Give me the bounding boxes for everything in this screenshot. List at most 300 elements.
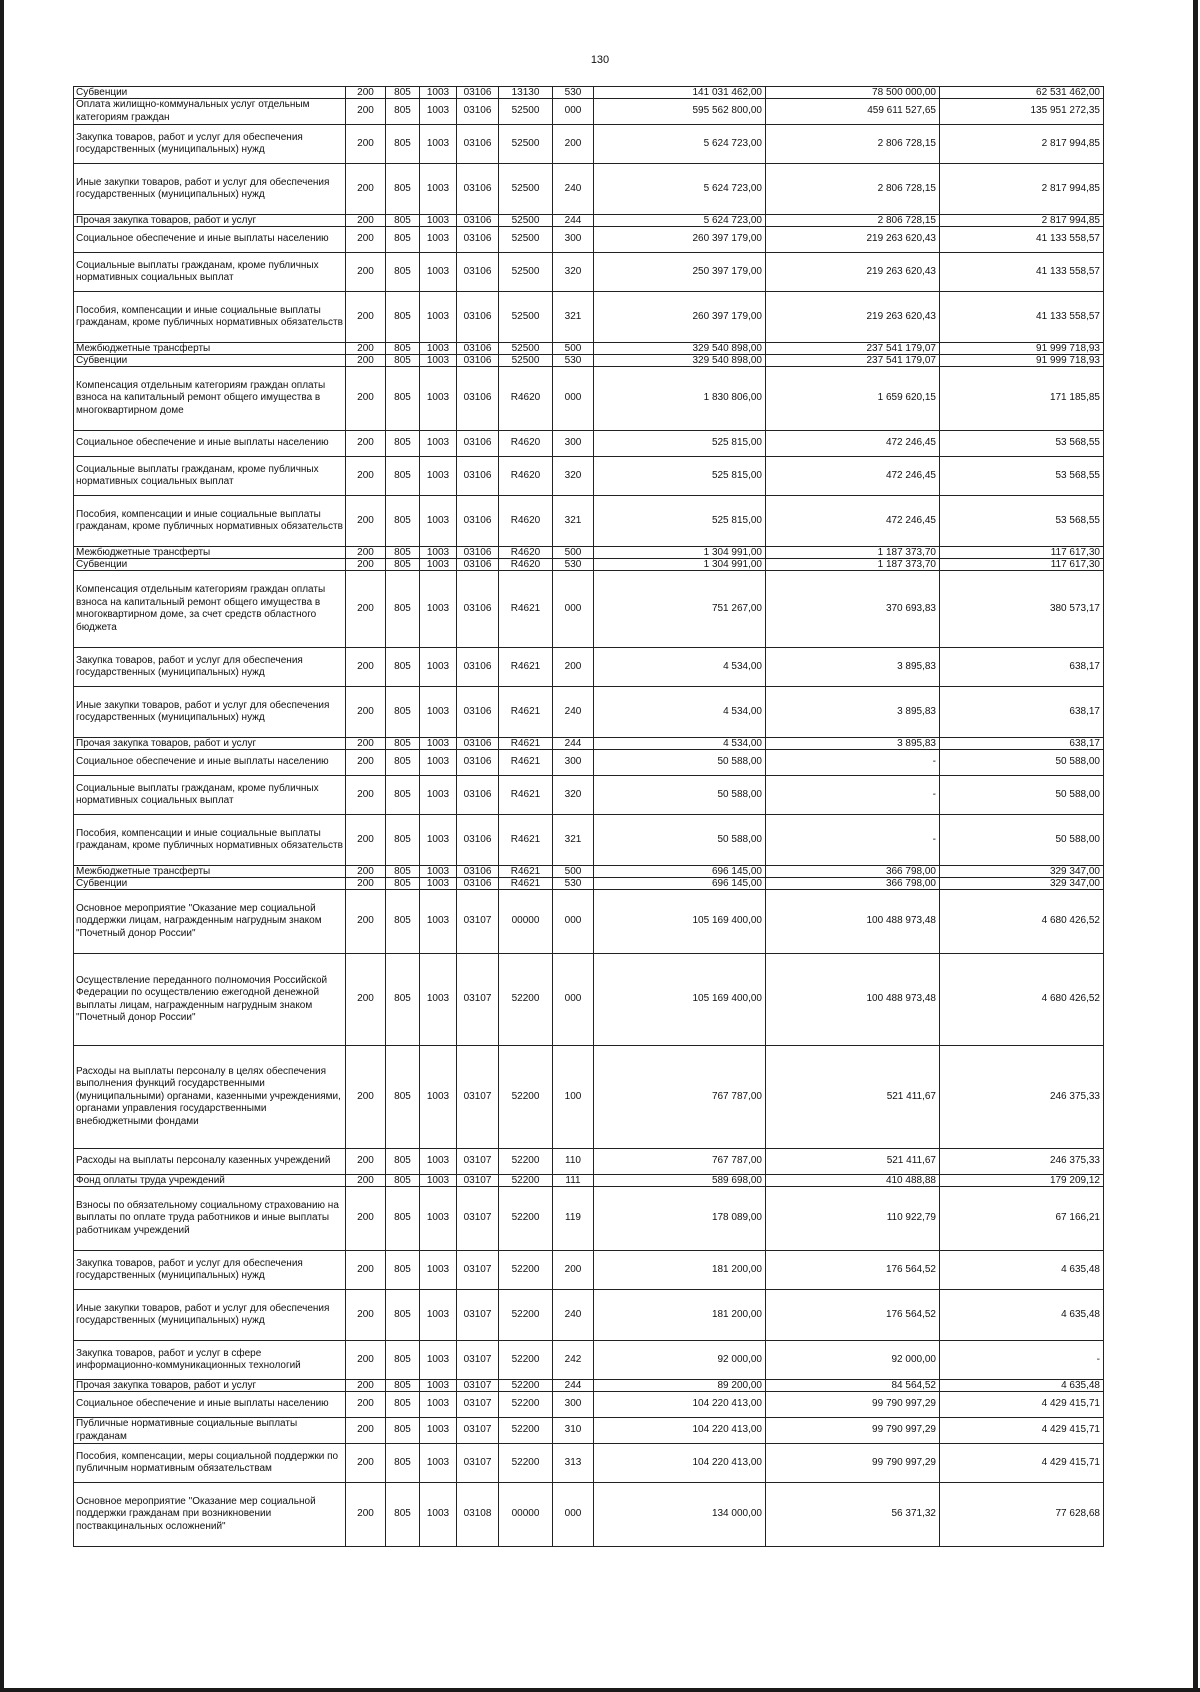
code-1-cell: 200 bbox=[346, 431, 386, 457]
amount-remaining-cell: 4 635,48 bbox=[940, 1290, 1104, 1341]
table-row bbox=[74, 1149, 1104, 1175]
amount-planned-cell: 329 540 898,00 bbox=[594, 355, 766, 367]
code-6-cell: 313 bbox=[553, 1444, 594, 1483]
code-4-cell: 03106 bbox=[457, 457, 499, 496]
amount-executed-cell: 459 611 527,65 bbox=[766, 99, 940, 125]
amount-remaining-cell: 4 680 426,52 bbox=[940, 954, 1104, 1046]
code-1-cell: 200 bbox=[346, 253, 386, 292]
code-1-cell: 200 bbox=[346, 496, 386, 547]
amount-executed-cell: 3 895,83 bbox=[766, 687, 940, 738]
code-1-cell: 200 bbox=[346, 890, 386, 954]
code-3-cell: 1003 bbox=[420, 738, 457, 750]
code-4-cell: 03107 bbox=[457, 1444, 499, 1483]
code-1-cell: 200 bbox=[346, 738, 386, 750]
code-3-cell: 1003 bbox=[420, 571, 457, 648]
row-name-cell: Осуществление переданного полномочия Российской Федерации по осуществлению ежегодной денежной выплаты лицам, награжденным нагрудным знаком "Почетный донор России" bbox=[74, 954, 346, 1046]
code-1-cell: 200 bbox=[346, 1418, 386, 1444]
table-row bbox=[74, 648, 1104, 687]
amount-executed-cell: 3 895,83 bbox=[766, 738, 940, 750]
code-1-cell: 200 bbox=[346, 776, 386, 815]
table-row bbox=[74, 367, 1104, 431]
code-6-cell: 300 bbox=[553, 1392, 594, 1418]
amount-executed-cell: 3 895,83 bbox=[766, 648, 940, 687]
table-row bbox=[74, 1418, 1104, 1444]
code-3-cell: 1003 bbox=[420, 648, 457, 687]
row-name-cell: Иные закупки товаров, работ и услуг для обеспечения государственных (муниципальных) нужд bbox=[74, 1290, 346, 1341]
amount-executed-cell: 100 488 973,48 bbox=[766, 954, 940, 1046]
row-name-cell: Пособия, компенсации и иные социальные выплаты гражданам, кроме публичных нормативных обязательств bbox=[74, 815, 346, 866]
amount-remaining-cell: 638,17 bbox=[940, 687, 1104, 738]
code-5-cell: R4621 bbox=[499, 878, 553, 890]
code-1-cell: 200 bbox=[346, 355, 386, 367]
code-3-cell: 1003 bbox=[420, 125, 457, 164]
code-4-cell: 03106 bbox=[457, 99, 499, 125]
table-row bbox=[74, 215, 1104, 227]
amount-planned-cell: 5 624 723,00 bbox=[594, 125, 766, 164]
code-6-cell: 321 bbox=[553, 292, 594, 343]
code-3-cell: 1003 bbox=[420, 815, 457, 866]
code-4-cell: 03106 bbox=[457, 87, 499, 99]
code-2-cell: 805 bbox=[386, 866, 420, 878]
amount-executed-cell: 237 541 179,07 bbox=[766, 343, 940, 355]
amount-remaining-cell: 179 209,12 bbox=[940, 1175, 1104, 1187]
code-5-cell: R4620 bbox=[499, 547, 553, 559]
code-3-cell: 1003 bbox=[420, 878, 457, 890]
table-row bbox=[74, 227, 1104, 253]
code-5-cell: 52200 bbox=[499, 1175, 553, 1187]
code-4-cell: 03106 bbox=[457, 215, 499, 227]
amount-planned-cell: 4 534,00 bbox=[594, 687, 766, 738]
row-name-cell: Пособия, компенсации, меры социальной поддержки по публичным нормативным обязательствам bbox=[74, 1444, 346, 1483]
amount-executed-cell: 99 790 997,29 bbox=[766, 1392, 940, 1418]
amount-executed-cell: 84 564,52 bbox=[766, 1380, 940, 1392]
amount-executed-cell: 100 488 973,48 bbox=[766, 890, 940, 954]
code-1-cell: 200 bbox=[346, 1380, 386, 1392]
row-name-cell: Прочая закупка товаров, работ и услуг bbox=[74, 1380, 346, 1392]
code-6-cell: 000 bbox=[553, 571, 594, 648]
table-row bbox=[74, 87, 1104, 99]
table-row bbox=[74, 1046, 1104, 1149]
code-5-cell: R4621 bbox=[499, 648, 553, 687]
amount-executed-cell: 521 411,67 bbox=[766, 1046, 940, 1149]
code-1-cell: 200 bbox=[346, 227, 386, 253]
amount-remaining-cell: 2 817 994,85 bbox=[940, 215, 1104, 227]
amount-executed-cell: 472 246,45 bbox=[766, 457, 940, 496]
code-6-cell: 240 bbox=[553, 687, 594, 738]
code-4-cell: 03106 bbox=[457, 559, 499, 571]
code-3-cell: 1003 bbox=[420, 1251, 457, 1290]
code-5-cell: 52200 bbox=[499, 1290, 553, 1341]
code-6-cell: 119 bbox=[553, 1187, 594, 1251]
code-3-cell: 1003 bbox=[420, 343, 457, 355]
code-1-cell: 200 bbox=[346, 648, 386, 687]
row-name-cell: Взносы по обязательному социальному страхованию на выплаты по оплате труда работников и иные выплаты работникам учреждений bbox=[74, 1187, 346, 1251]
amount-executed-cell: 56 371,32 bbox=[766, 1483, 940, 1547]
amount-planned-cell: 104 220 413,00 bbox=[594, 1392, 766, 1418]
code-3-cell: 1003 bbox=[420, 866, 457, 878]
amount-planned-cell: 141 031 462,00 bbox=[594, 87, 766, 99]
code-3-cell: 1003 bbox=[420, 1187, 457, 1251]
page-number: 130 bbox=[590, 54, 610, 66]
code-6-cell: 110 bbox=[553, 1149, 594, 1175]
code-2-cell: 805 bbox=[386, 815, 420, 866]
budget-table-body bbox=[74, 87, 1104, 1547]
amount-planned-cell: 260 397 179,00 bbox=[594, 292, 766, 343]
row-name-cell: Пособия, компенсации и иные социальные выплаты гражданам, кроме публичных нормативных обязательств bbox=[74, 292, 346, 343]
code-5-cell: R4621 bbox=[499, 750, 553, 776]
code-4-cell: 03106 bbox=[457, 343, 499, 355]
code-1-cell: 200 bbox=[346, 367, 386, 431]
code-3-cell: 1003 bbox=[420, 1149, 457, 1175]
row-name-cell: Основное мероприятие "Оказание мер социальной поддержки лицам, награжденным нагрудным знаком "Почетный донор России" bbox=[74, 890, 346, 954]
amount-executed-cell: 1 187 373,70 bbox=[766, 559, 940, 571]
code-1-cell: 200 bbox=[346, 1175, 386, 1187]
code-3-cell: 1003 bbox=[420, 1418, 457, 1444]
table-row bbox=[74, 738, 1104, 750]
code-2-cell: 805 bbox=[386, 1046, 420, 1149]
code-4-cell: 03107 bbox=[457, 890, 499, 954]
code-2-cell: 805 bbox=[386, 776, 420, 815]
amount-remaining-cell: 77 628,68 bbox=[940, 1483, 1104, 1547]
row-name-cell: Расходы на выплаты персоналу в целях обеспечения выполнения функций государственными (муниципальными) органами, казенными учреждениями, органами управления государственными внебюджетными фондами bbox=[74, 1046, 346, 1149]
code-5-cell: R4620 bbox=[499, 431, 553, 457]
table-row bbox=[74, 1251, 1104, 1290]
code-4-cell: 03106 bbox=[457, 253, 499, 292]
row-name-cell: Фонд оплаты труда учреждений bbox=[74, 1175, 346, 1187]
amount-remaining-cell: 41 133 558,57 bbox=[940, 292, 1104, 343]
amount-executed-cell: 78 500 000,00 bbox=[766, 87, 940, 99]
row-name-cell: Социальные выплаты гражданам, кроме публичных нормативных социальных выплат bbox=[74, 253, 346, 292]
code-6-cell: 000 bbox=[553, 954, 594, 1046]
code-6-cell: 300 bbox=[553, 431, 594, 457]
amount-remaining-cell: 41 133 558,57 bbox=[940, 227, 1104, 253]
amount-planned-cell: 1 304 991,00 bbox=[594, 547, 766, 559]
code-4-cell: 03106 bbox=[457, 648, 499, 687]
row-name-cell: Социальное обеспечение и иные выплаты населению bbox=[74, 227, 346, 253]
row-name-cell: Закупка товаров, работ и услуг для обеспечения государственных (муниципальных) нужд bbox=[74, 648, 346, 687]
code-2-cell: 805 bbox=[386, 559, 420, 571]
code-2-cell: 805 bbox=[386, 1392, 420, 1418]
row-name-cell: Межбюджетные трансферты bbox=[74, 866, 346, 878]
amount-remaining-cell: 4 429 415,71 bbox=[940, 1392, 1104, 1418]
code-5-cell: 52500 bbox=[499, 215, 553, 227]
code-5-cell: 52500 bbox=[499, 253, 553, 292]
row-name-cell: Основное мероприятие "Оказание мер социальной поддержки гражданам при возникновении поствакцинальных осложнений" bbox=[74, 1483, 346, 1547]
amount-remaining-cell: 246 375,33 bbox=[940, 1149, 1104, 1175]
amount-remaining-cell: 329 347,00 bbox=[940, 866, 1104, 878]
amount-executed-cell: 219 263 620,43 bbox=[766, 253, 940, 292]
table-row bbox=[74, 1392, 1104, 1418]
code-3-cell: 1003 bbox=[420, 496, 457, 547]
code-1-cell: 200 bbox=[346, 457, 386, 496]
table-row bbox=[74, 355, 1104, 367]
code-4-cell: 03107 bbox=[457, 1187, 499, 1251]
amount-executed-cell: 2 806 728,15 bbox=[766, 215, 940, 227]
code-2-cell: 805 bbox=[386, 496, 420, 547]
amount-planned-cell: 595 562 800,00 bbox=[594, 99, 766, 125]
row-name-cell: Публичные нормативные социальные выплаты гражданам bbox=[74, 1418, 346, 1444]
code-3-cell: 1003 bbox=[420, 431, 457, 457]
table-row bbox=[74, 954, 1104, 1046]
code-3-cell: 1003 bbox=[420, 954, 457, 1046]
code-2-cell: 805 bbox=[386, 343, 420, 355]
code-1-cell: 200 bbox=[346, 87, 386, 99]
code-2-cell: 805 bbox=[386, 1380, 420, 1392]
amount-remaining-cell: 380 573,17 bbox=[940, 571, 1104, 648]
code-3-cell: 1003 bbox=[420, 99, 457, 125]
code-3-cell: 1003 bbox=[420, 164, 457, 215]
row-name-cell: Закупка товаров, работ и услуг в сфере информационно-коммуникационных технологий bbox=[74, 1341, 346, 1380]
code-2-cell: 805 bbox=[386, 164, 420, 215]
amount-executed-cell: 366 798,00 bbox=[766, 878, 940, 890]
code-3-cell: 1003 bbox=[420, 367, 457, 431]
amount-executed-cell: 2 806 728,15 bbox=[766, 125, 940, 164]
table-row bbox=[74, 878, 1104, 890]
code-1-cell: 200 bbox=[346, 215, 386, 227]
amount-remaining-cell: 2 817 994,85 bbox=[940, 125, 1104, 164]
code-5-cell: 52200 bbox=[499, 1149, 553, 1175]
code-3-cell: 1003 bbox=[420, 559, 457, 571]
code-6-cell: 530 bbox=[553, 87, 594, 99]
code-5-cell: 13130 bbox=[499, 87, 553, 99]
table-row bbox=[74, 431, 1104, 457]
code-6-cell: 500 bbox=[553, 343, 594, 355]
code-6-cell: 530 bbox=[553, 355, 594, 367]
code-6-cell: 244 bbox=[553, 1380, 594, 1392]
table-row bbox=[74, 571, 1104, 648]
amount-planned-cell: 250 397 179,00 bbox=[594, 253, 766, 292]
code-6-cell: 100 bbox=[553, 1046, 594, 1149]
code-2-cell: 805 bbox=[386, 954, 420, 1046]
code-4-cell: 03106 bbox=[457, 776, 499, 815]
code-5-cell: 52500 bbox=[499, 164, 553, 215]
code-1-cell: 200 bbox=[346, 292, 386, 343]
table-row bbox=[74, 815, 1104, 866]
code-5-cell: 52500 bbox=[499, 355, 553, 367]
code-2-cell: 805 bbox=[386, 367, 420, 431]
amount-planned-cell: 4 534,00 bbox=[594, 648, 766, 687]
code-5-cell: 52500 bbox=[499, 125, 553, 164]
code-2-cell: 805 bbox=[386, 687, 420, 738]
amount-executed-cell: 99 790 997,29 bbox=[766, 1444, 940, 1483]
code-4-cell: 03106 bbox=[457, 738, 499, 750]
code-6-cell: 321 bbox=[553, 815, 594, 866]
code-1-cell: 200 bbox=[346, 1290, 386, 1341]
code-3-cell: 1003 bbox=[420, 227, 457, 253]
code-1-cell: 200 bbox=[346, 343, 386, 355]
amount-remaining-cell: 50 588,00 bbox=[940, 815, 1104, 866]
amount-planned-cell: 5 624 723,00 bbox=[594, 164, 766, 215]
row-name-cell: Субвенции bbox=[74, 559, 346, 571]
code-1-cell: 200 bbox=[346, 866, 386, 878]
amount-planned-cell: 50 588,00 bbox=[594, 815, 766, 866]
row-name-cell: Социальное обеспечение и иные выплаты населению bbox=[74, 750, 346, 776]
table-row bbox=[74, 1341, 1104, 1380]
code-6-cell: 111 bbox=[553, 1175, 594, 1187]
amount-executed-cell: 472 246,45 bbox=[766, 431, 940, 457]
code-2-cell: 805 bbox=[386, 1418, 420, 1444]
code-1-cell: 200 bbox=[346, 99, 386, 125]
amount-planned-cell: 50 588,00 bbox=[594, 750, 766, 776]
code-4-cell: 03107 bbox=[457, 954, 499, 1046]
amount-remaining-cell: 329 347,00 bbox=[940, 878, 1104, 890]
code-1-cell: 200 bbox=[346, 1046, 386, 1149]
row-name-cell: Социальное обеспечение и иные выплаты населению bbox=[74, 1392, 346, 1418]
amount-remaining-cell: 4 635,48 bbox=[940, 1251, 1104, 1290]
amount-executed-cell: 219 263 620,43 bbox=[766, 227, 940, 253]
code-1-cell: 200 bbox=[346, 687, 386, 738]
code-2-cell: 805 bbox=[386, 1187, 420, 1251]
code-1-cell: 200 bbox=[346, 1251, 386, 1290]
code-6-cell: 300 bbox=[553, 750, 594, 776]
amount-remaining-cell: 638,17 bbox=[940, 738, 1104, 750]
code-3-cell: 1003 bbox=[420, 292, 457, 343]
table-row bbox=[74, 559, 1104, 571]
amount-remaining-cell: 53 568,55 bbox=[940, 431, 1104, 457]
amount-executed-cell: 410 488,88 bbox=[766, 1175, 940, 1187]
amount-planned-cell: 525 815,00 bbox=[594, 457, 766, 496]
amount-planned-cell: 181 200,00 bbox=[594, 1251, 766, 1290]
code-3-cell: 1003 bbox=[420, 1380, 457, 1392]
code-4-cell: 03106 bbox=[457, 164, 499, 215]
code-2-cell: 805 bbox=[386, 1290, 420, 1341]
amount-planned-cell: 5 624 723,00 bbox=[594, 215, 766, 227]
code-3-cell: 1003 bbox=[420, 1046, 457, 1149]
code-2-cell: 805 bbox=[386, 99, 420, 125]
code-1-cell: 200 bbox=[346, 571, 386, 648]
code-6-cell: 000 bbox=[553, 1483, 594, 1547]
code-2-cell: 805 bbox=[386, 253, 420, 292]
table-row bbox=[74, 164, 1104, 215]
code-5-cell: 52500 bbox=[499, 227, 553, 253]
code-6-cell: 200 bbox=[553, 1251, 594, 1290]
amount-executed-cell: 472 246,45 bbox=[766, 496, 940, 547]
code-3-cell: 1003 bbox=[420, 890, 457, 954]
row-name-cell: Закупка товаров, работ и услуг для обеспечения государственных (муниципальных) нужд bbox=[74, 125, 346, 164]
table-row bbox=[74, 750, 1104, 776]
code-2-cell: 805 bbox=[386, 355, 420, 367]
code-5-cell: 52200 bbox=[499, 954, 553, 1046]
amount-remaining-cell: 53 568,55 bbox=[940, 496, 1104, 547]
row-name-cell: Прочая закупка товаров, работ и услуг bbox=[74, 215, 346, 227]
code-2-cell: 805 bbox=[386, 1149, 420, 1175]
code-3-cell: 1003 bbox=[420, 547, 457, 559]
budget-table bbox=[73, 86, 1104, 1547]
table-row bbox=[74, 292, 1104, 343]
amount-planned-cell: 4 534,00 bbox=[594, 738, 766, 750]
code-4-cell: 03107 bbox=[457, 1380, 499, 1392]
table-row bbox=[74, 496, 1104, 547]
amount-executed-cell: 176 564,52 bbox=[766, 1251, 940, 1290]
budget-sheet bbox=[73, 86, 1103, 1547]
code-2-cell: 805 bbox=[386, 292, 420, 343]
table-row bbox=[74, 125, 1104, 164]
table-row bbox=[74, 866, 1104, 878]
amount-remaining-cell: 4 429 415,71 bbox=[940, 1444, 1104, 1483]
code-6-cell: 310 bbox=[553, 1418, 594, 1444]
amount-remaining-cell: 135 951 272,35 bbox=[940, 99, 1104, 125]
amount-remaining-cell: 41 133 558,57 bbox=[940, 253, 1104, 292]
code-2-cell: 805 bbox=[386, 738, 420, 750]
table-row bbox=[74, 547, 1104, 559]
code-3-cell: 1003 bbox=[420, 687, 457, 738]
amount-remaining-cell: 67 166,21 bbox=[940, 1187, 1104, 1251]
row-name-cell: Социальные выплаты гражданам, кроме публичных нормативных социальных выплат bbox=[74, 776, 346, 815]
code-5-cell: R4621 bbox=[499, 776, 553, 815]
code-3-cell: 1003 bbox=[420, 776, 457, 815]
amount-planned-cell: 104 220 413,00 bbox=[594, 1444, 766, 1483]
code-6-cell: 320 bbox=[553, 776, 594, 815]
code-4-cell: 03106 bbox=[457, 125, 499, 164]
code-2-cell: 805 bbox=[386, 648, 420, 687]
amount-planned-cell: 525 815,00 bbox=[594, 431, 766, 457]
amount-executed-cell: 2 806 728,15 bbox=[766, 164, 940, 215]
code-1-cell: 200 bbox=[346, 1392, 386, 1418]
code-1-cell: 200 bbox=[346, 878, 386, 890]
code-2-cell: 805 bbox=[386, 890, 420, 954]
amount-planned-cell: 767 787,00 bbox=[594, 1046, 766, 1149]
code-6-cell: 242 bbox=[553, 1341, 594, 1380]
code-4-cell: 03106 bbox=[457, 292, 499, 343]
code-2-cell: 805 bbox=[386, 1341, 420, 1380]
amount-planned-cell: 181 200,00 bbox=[594, 1290, 766, 1341]
table-row bbox=[74, 253, 1104, 292]
row-name-cell: Межбюджетные трансферты bbox=[74, 343, 346, 355]
code-3-cell: 1003 bbox=[420, 750, 457, 776]
amount-executed-cell: 110 922,79 bbox=[766, 1187, 940, 1251]
code-6-cell: 500 bbox=[553, 547, 594, 559]
code-2-cell: 805 bbox=[386, 1444, 420, 1483]
row-name-cell: Закупка товаров, работ и услуг для обеспечения государственных (муниципальных) нужд bbox=[74, 1251, 346, 1290]
code-6-cell: 321 bbox=[553, 496, 594, 547]
row-name-cell: Расходы на выплаты персоналу казенных учреждений bbox=[74, 1149, 346, 1175]
amount-executed-cell: 370 693,83 bbox=[766, 571, 940, 648]
code-4-cell: 03107 bbox=[457, 1046, 499, 1149]
code-5-cell: R4620 bbox=[499, 496, 553, 547]
scan-border-right bbox=[1193, 0, 1198, 1692]
amount-remaining-cell: 117 617,30 bbox=[940, 559, 1104, 571]
code-1-cell: 200 bbox=[346, 1341, 386, 1380]
code-2-cell: 805 bbox=[386, 87, 420, 99]
code-5-cell: 52200 bbox=[499, 1341, 553, 1380]
row-name-cell: Иные закупки товаров, работ и услуг для обеспечения государственных (муниципальных) нужд bbox=[74, 687, 346, 738]
amount-planned-cell: 92 000,00 bbox=[594, 1341, 766, 1380]
code-6-cell: 000 bbox=[553, 367, 594, 431]
code-4-cell: 03108 bbox=[457, 1483, 499, 1547]
amount-remaining-cell: 246 375,33 bbox=[940, 1046, 1104, 1149]
code-2-cell: 805 bbox=[386, 1175, 420, 1187]
code-2-cell: 805 bbox=[386, 227, 420, 253]
amount-remaining-cell: 2 817 994,85 bbox=[940, 164, 1104, 215]
code-1-cell: 200 bbox=[346, 1483, 386, 1547]
amount-remaining-cell: 50 588,00 bbox=[940, 776, 1104, 815]
code-3-cell: 1003 bbox=[420, 253, 457, 292]
amount-remaining-cell: 91 999 718,93 bbox=[940, 355, 1104, 367]
table-row bbox=[74, 1444, 1104, 1483]
code-2-cell: 805 bbox=[386, 571, 420, 648]
amount-remaining-cell: 4 680 426,52 bbox=[940, 890, 1104, 954]
code-6-cell: 320 bbox=[553, 253, 594, 292]
code-5-cell: 52200 bbox=[499, 1380, 553, 1392]
code-5-cell: R4621 bbox=[499, 687, 553, 738]
code-5-cell: 52500 bbox=[499, 292, 553, 343]
code-6-cell: 200 bbox=[553, 125, 594, 164]
code-6-cell: 000 bbox=[553, 99, 594, 125]
code-2-cell: 805 bbox=[386, 457, 420, 496]
scan-border-bottom bbox=[0, 1688, 1200, 1692]
code-5-cell: R4620 bbox=[499, 457, 553, 496]
amount-planned-cell: 767 787,00 bbox=[594, 1149, 766, 1175]
